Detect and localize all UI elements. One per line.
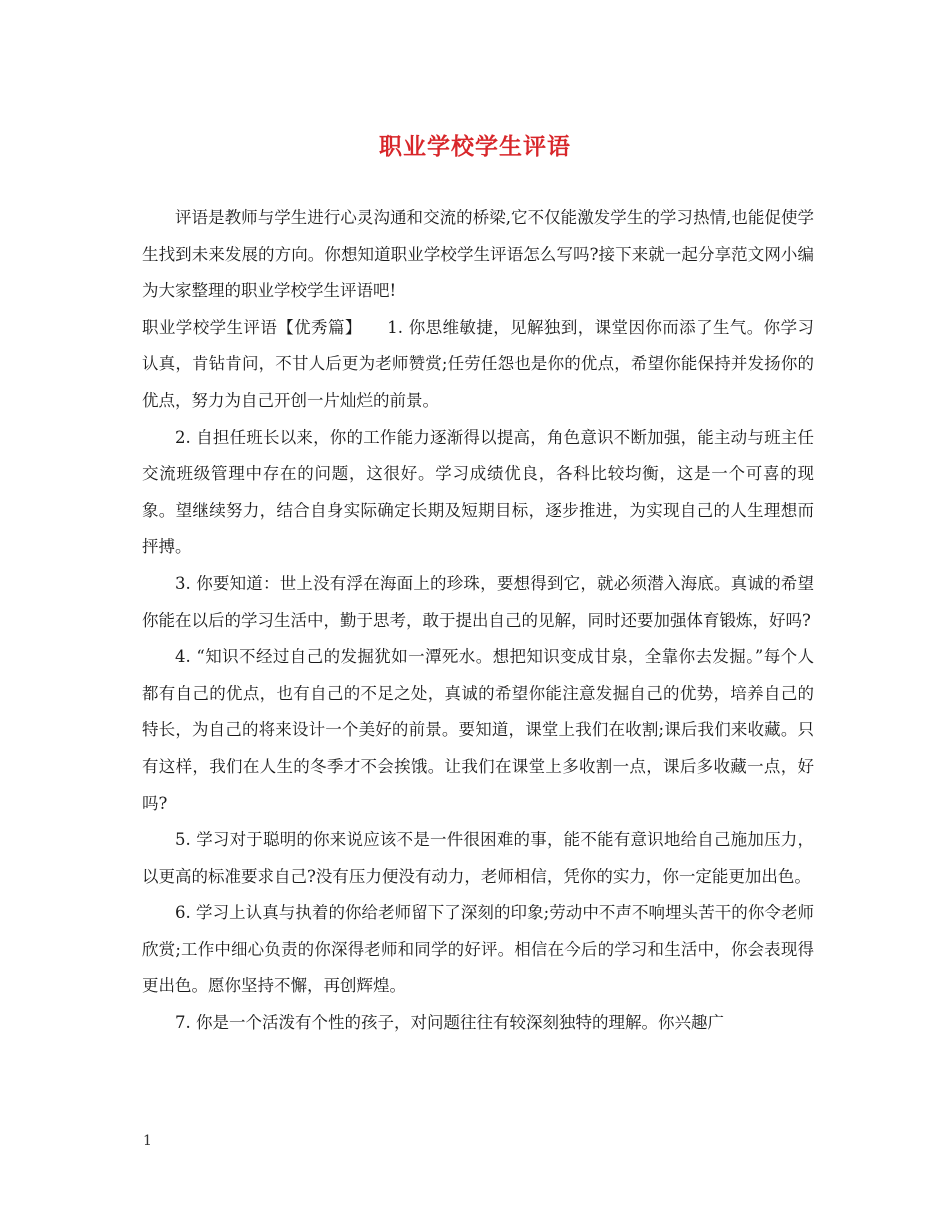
- document-title: 职业学校学生评语: [379, 134, 571, 160]
- comment-paragraph-4: 4. “知识不经过自己的发掘犹如一潭死水。想把知识变成甘泉，全靠你去发掘。”每个人都有自己的优点，也有自己的不足之处，真诚的希望你能注意发掘自己的优势，培养自己的特长，为自己的将来设计一个美好的前景。要知道，课堂上我们在收割;课后我们来收藏。只有这样，我们在人生的冬季才不会挨饿。让我们在课堂上多收割一点，课后多收藏一点，好吗?: [142, 647, 814, 813]
- intro-paragraph: 评语是教师与学生进行心灵沟通和交流的桥梁,它不仅能激发学生的学习热情,也能促使学生找到未来发展的方向。你想知道职业学校学生评语怎么写吗?接下来就一起分享范文网小编为大家整理的职业学校学生评语吧!: [142, 208, 814, 301]
- comment-paragraph-1: 职业学校学生评语【优秀篇】 1. 你思维敏捷，见解独到，课堂因你而添了生气。你学习认真，肯钻肯问，不甘人后更为老师赞赏;任劳任怨也是你的优点，希望你能保持并发扬你的优点，努力为自己开创一片灿烂的前景。: [142, 317, 814, 410]
- comment-paragraph-5: 5. 学习对于聪明的你来说应该不是一件很困难的事，能不能有意识地给自己施加压力，以更高的标准要求自己?没有压力便没有动力，老师相信，凭你的实力，你一定能更加出色。: [142, 830, 814, 886]
- document-body: [142, 200, 814, 1042]
- comment-paragraph-3: 3. 你要知道：世上没有浮在海面上的珍珠，要想得到它，就必须潜入海底。真诚的希望你能在以后的学习生活中，勤于思考，敢于提出自己的见解，同时还要加强体育锻炼，好吗?: [142, 573, 814, 630]
- comment-paragraph-2: 2. 自担任班长以来，你的工作能力逐渐得以提高，角色意识不断加强，能主动与班主任交流班级管理中存在的问题，这很好。学习成绩优良，各科比较均衡，这是一个可喜的现象。望继续努力，结合自身实际确定长期及短期目标，逐步推进，为实现自己的人生理想而抨搏。: [142, 427, 814, 557]
- comment-paragraph-6: 6. 学习上认真与执着的你给老师留下了深刻的印象;劳动中不声不响埋头苦干的你令老师欣赏;工作中细心负责的你深得老师和同学的好评。相信在今后的学习和生活中，你会表现得更出色。愿你坚持不懈，再创辉煌。: [142, 903, 814, 996]
- page-number: 1: [143, 1133, 152, 1149]
- comment-paragraph-7: 7. 你是一个活泼有个性的孩子，对问题往往有较深刻独特的理解。你兴趣广: [175, 1013, 724, 1033]
